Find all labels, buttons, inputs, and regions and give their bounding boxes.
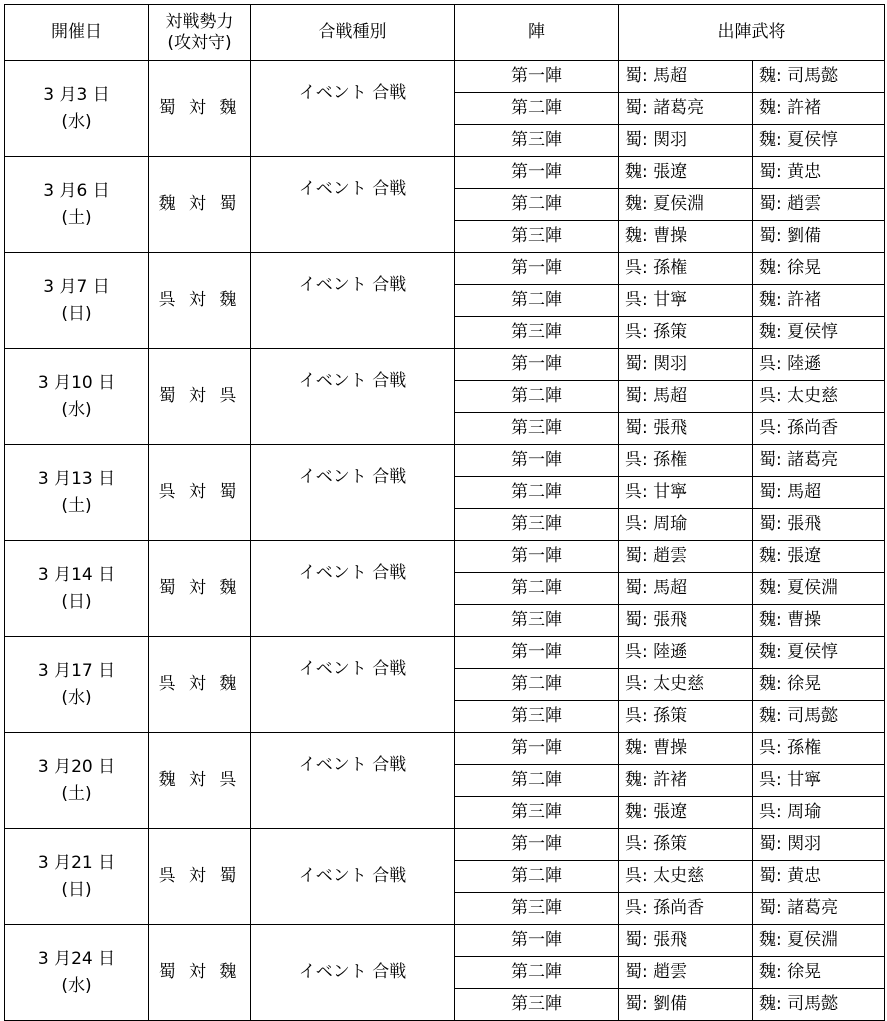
defender-general-cell: 魏: 夏侯淵 — [753, 573, 885, 605]
attacker-general-cell: 魏: 曹操 — [619, 733, 753, 765]
jin-cell: 第二陣 — [455, 765, 619, 797]
attacker-general-cell: 蜀: 馬超 — [619, 381, 753, 413]
attacker-general-cell: 呉: 孫権 — [619, 445, 753, 477]
jin-cell: 第三陣 — [455, 317, 619, 349]
defender-general-cell: 魏: 夏侯惇 — [753, 317, 885, 349]
table-row — [5, 61, 885, 93]
event-weekday: (日) — [61, 879, 92, 900]
jin-cell: 第一陣 — [455, 61, 619, 93]
jin-cell: 第二陣 — [455, 93, 619, 125]
attacker-general-cell: 蜀: 趙雲 — [619, 541, 753, 573]
jin-cell: 第一陣 — [455, 829, 619, 861]
event-factions: 蜀 対 呉 — [149, 349, 251, 445]
event-date-cell — [5, 349, 149, 445]
event-battle-type: イベント 合戦 — [251, 61, 455, 157]
defender-general-cell: 呉: 太史慈 — [753, 381, 885, 413]
defender-general-cell: 呉: 甘寧 — [753, 765, 885, 797]
defender-general-cell: 蜀: 黄忠 — [753, 157, 885, 189]
jin-cell: 第一陣 — [455, 733, 619, 765]
attacker-general-cell: 魏: 曹操 — [619, 221, 753, 253]
defender-general-cell: 蜀: 劉備 — [753, 221, 885, 253]
event-factions: 蜀 対 魏 — [149, 925, 251, 1021]
event-date: 3 月20 日 — [37, 757, 116, 778]
table-row — [5, 541, 885, 573]
event-date-cell — [5, 61, 149, 157]
event-weekday: (土) — [61, 783, 92, 804]
jin-cell: 第一陣 — [455, 925, 619, 957]
event-date-cell — [5, 829, 149, 925]
event-date-cell — [5, 925, 149, 1021]
attacker-general-cell: 呉: 甘寧 — [619, 477, 753, 509]
event-weekday: (土) — [61, 207, 92, 228]
defender-general-cell: 魏: 徐晃 — [753, 957, 885, 989]
battle-schedule-table — [4, 4, 885, 1021]
event-factions: 呉 対 魏 — [149, 253, 251, 349]
attacker-general-cell: 蜀: 劉備 — [619, 989, 753, 1021]
header-factions-line1: 対戦勢力 — [165, 12, 234, 33]
jin-cell: 第一陣 — [455, 253, 619, 285]
event-date: 3 月7 日 — [43, 277, 110, 298]
attacker-general-cell: 蜀: 関羽 — [619, 349, 753, 381]
event-weekday: (日) — [61, 591, 92, 612]
event-weekday: (土) — [61, 495, 92, 516]
jin-cell: 第二陣 — [455, 189, 619, 221]
attacker-general-cell: 蜀: 馬超 — [619, 573, 753, 605]
event-factions: 魏 対 呉 — [149, 733, 251, 829]
event-date-cell — [5, 541, 149, 637]
event-battle-type: イベント 合戦 — [251, 829, 455, 925]
event-battle-type: イベント 合戦 — [251, 349, 455, 445]
defender-general-cell: 魏: 徐晃 — [753, 253, 885, 285]
event-battle-type: イベント 合戦 — [251, 253, 455, 349]
defender-general-cell: 魏: 司馬懿 — [753, 701, 885, 733]
attacker-general-cell: 呉: 孫策 — [619, 701, 753, 733]
table-row — [5, 445, 885, 477]
event-factions: 呉 対 蜀 — [149, 829, 251, 925]
event-weekday: (水) — [61, 399, 92, 420]
defender-general-cell: 蜀: 諸葛亮 — [753, 893, 885, 925]
attacker-general-cell: 呉: 孫尚香 — [619, 893, 753, 925]
attacker-general-cell: 魏: 張遼 — [619, 157, 753, 189]
event-battle-type: イベント 合戦 — [251, 541, 455, 637]
event-date: 3 月6 日 — [43, 181, 110, 202]
header-date: 開催日 — [5, 5, 149, 61]
defender-general-cell: 魏: 許褚 — [753, 285, 885, 317]
defender-general-cell: 魏: 司馬懿 — [753, 61, 885, 93]
attacker-general-cell: 呉: 孫策 — [619, 317, 753, 349]
defender-general-cell: 蜀: 張飛 — [753, 509, 885, 541]
defender-general-cell: 蜀: 諸葛亮 — [753, 445, 885, 477]
event-factions: 呉 対 魏 — [149, 637, 251, 733]
defender-general-cell: 魏: 夏侯惇 — [753, 637, 885, 669]
table-row — [5, 157, 885, 189]
attacker-general-cell: 呉: 太史慈 — [619, 861, 753, 893]
jin-cell: 第二陣 — [455, 573, 619, 605]
jin-cell: 第一陣 — [455, 349, 619, 381]
defender-general-cell: 魏: 張遼 — [753, 541, 885, 573]
defender-general-cell: 呉: 孫権 — [753, 733, 885, 765]
attacker-general-cell: 呉: 孫権 — [619, 253, 753, 285]
header-factions-line2: (攻対守) — [167, 32, 232, 53]
attacker-general-cell: 蜀: 趙雲 — [619, 957, 753, 989]
event-date-cell — [5, 733, 149, 829]
defender-general-cell: 呉: 周瑜 — [753, 797, 885, 829]
event-weekday: (水) — [61, 687, 92, 708]
event-battle-type: イベント 合戦 — [251, 157, 455, 253]
jin-cell: 第一陣 — [455, 157, 619, 189]
event-date-cell — [5, 253, 149, 349]
header-battle-type: 合戦種別 — [251, 5, 455, 61]
jin-cell: 第三陣 — [455, 701, 619, 733]
event-date: 3 月17 日 — [37, 661, 116, 682]
event-battle-type: イベント 合戦 — [251, 637, 455, 733]
table-row — [5, 637, 885, 669]
jin-cell: 第三陣 — [455, 989, 619, 1021]
defender-general-cell: 魏: 夏侯淵 — [753, 925, 885, 957]
attacker-general-cell: 蜀: 張飛 — [619, 605, 753, 637]
event-battle-type: イベント 合戦 — [251, 733, 455, 829]
jin-cell: 第二陣 — [455, 861, 619, 893]
defender-general-cell: 魏: 徐晃 — [753, 669, 885, 701]
defender-general-cell: 呉: 孫尚香 — [753, 413, 885, 445]
event-weekday: (水) — [61, 975, 92, 996]
schedule-sheet — [4, 4, 885, 1021]
event-weekday: (日) — [61, 303, 92, 324]
jin-cell: 第二陣 — [455, 477, 619, 509]
defender-general-cell: 蜀: 馬超 — [753, 477, 885, 509]
defender-general-cell: 蜀: 黄忠 — [753, 861, 885, 893]
jin-cell: 第三陣 — [455, 413, 619, 445]
jin-cell: 第三陣 — [455, 797, 619, 829]
defender-general-cell: 魏: 許褚 — [753, 93, 885, 125]
table-row — [5, 349, 885, 381]
table-row — [5, 925, 885, 957]
jin-cell: 第二陣 — [455, 957, 619, 989]
event-weekday: (水) — [61, 111, 92, 132]
event-factions: 呉 対 蜀 — [149, 445, 251, 541]
attacker-general-cell: 呉: 甘寧 — [619, 285, 753, 317]
attacker-general-cell: 蜀: 馬超 — [619, 61, 753, 93]
defender-general-cell: 蜀: 趙雲 — [753, 189, 885, 221]
attacker-general-cell: 魏: 夏侯淵 — [619, 189, 753, 221]
attacker-general-cell: 魏: 許褚 — [619, 765, 753, 797]
jin-cell: 第一陣 — [455, 637, 619, 669]
event-battle-type: イベント 合戦 — [251, 445, 455, 541]
attacker-general-cell: 魏: 張遼 — [619, 797, 753, 829]
header-jin: 陣 — [455, 5, 619, 61]
jin-cell: 第三陣 — [455, 125, 619, 157]
event-date-cell — [5, 445, 149, 541]
defender-general-cell: 呉: 陸遜 — [753, 349, 885, 381]
table-row — [5, 253, 885, 285]
event-date: 3 月14 日 — [37, 565, 116, 586]
event-factions: 蜀 対 魏 — [149, 541, 251, 637]
header-row — [5, 5, 885, 61]
event-battle-type: イベント 合戦 — [251, 925, 455, 1021]
header-generals: 出陣武将 — [619, 5, 885, 61]
attacker-general-cell: 蜀: 張飛 — [619, 925, 753, 957]
event-factions: 魏 対 蜀 — [149, 157, 251, 253]
jin-cell: 第一陣 — [455, 541, 619, 573]
attacker-general-cell: 呉: 陸遜 — [619, 637, 753, 669]
jin-cell: 第三陣 — [455, 509, 619, 541]
attacker-general-cell: 蜀: 張飛 — [619, 413, 753, 445]
jin-cell: 第三陣 — [455, 221, 619, 253]
attacker-general-cell: 呉: 孫策 — [619, 829, 753, 861]
table-row — [5, 733, 885, 765]
table-row — [5, 829, 885, 861]
header-factions — [149, 5, 251, 61]
event-date: 3 月24 日 — [37, 949, 116, 970]
attacker-general-cell: 呉: 太史慈 — [619, 669, 753, 701]
attacker-general-cell: 蜀: 関羽 — [619, 125, 753, 157]
event-date-cell — [5, 157, 149, 253]
defender-general-cell: 魏: 司馬懿 — [753, 989, 885, 1021]
defender-general-cell: 蜀: 関羽 — [753, 829, 885, 861]
jin-cell: 第二陣 — [455, 381, 619, 413]
event-date: 3 月13 日 — [37, 469, 116, 490]
event-date: 3 月10 日 — [37, 373, 116, 394]
event-date: 3 月3 日 — [43, 85, 110, 106]
schedule-body — [5, 61, 885, 1021]
jin-cell: 第一陣 — [455, 445, 619, 477]
defender-general-cell: 魏: 曹操 — [753, 605, 885, 637]
event-date: 3 月21 日 — [37, 853, 116, 874]
jin-cell: 第二陣 — [455, 669, 619, 701]
jin-cell: 第三陣 — [455, 605, 619, 637]
attacker-general-cell: 蜀: 諸葛亮 — [619, 93, 753, 125]
event-date-cell — [5, 637, 149, 733]
attacker-general-cell: 呉: 周瑜 — [619, 509, 753, 541]
jin-cell: 第二陣 — [455, 285, 619, 317]
event-factions: 蜀 対 魏 — [149, 61, 251, 157]
jin-cell: 第三陣 — [455, 893, 619, 925]
defender-general-cell: 魏: 夏侯惇 — [753, 125, 885, 157]
